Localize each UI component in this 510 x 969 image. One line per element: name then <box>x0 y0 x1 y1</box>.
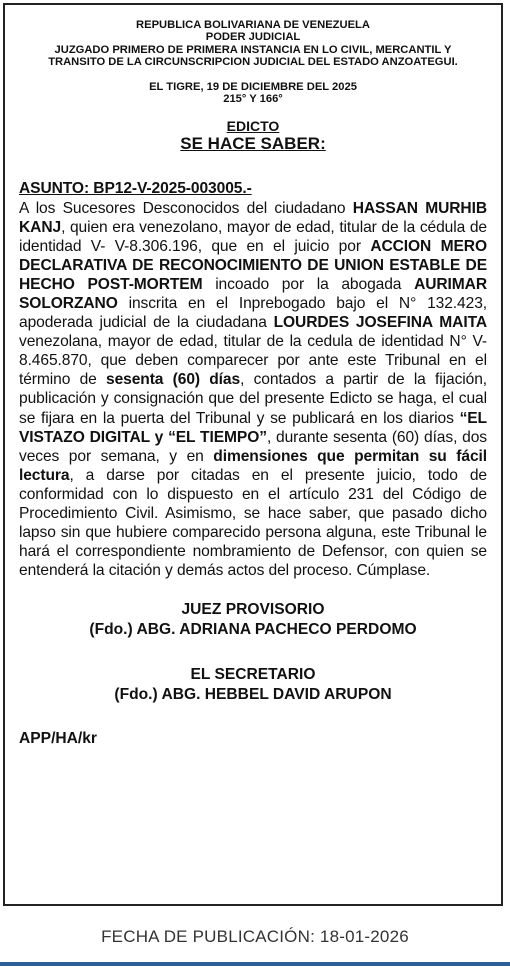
court-header <box>5 5 501 69</box>
body-bold: ACCION MERO DECLARATIVA DE RECONOCIMIENTO DE UNION ESTABLE DE HECHO POST-MORTEM <box>19 237 487 293</box>
body-text: , quien era venezolano, mayor de edad, titular de la cédula de identidad V- V-8.306.196, que en el juicio por <box>19 218 487 255</box>
body-bold: “EL VISTAZO DIGITAL y “EL TIEMPO” <box>19 409 487 446</box>
header-line-republic: REPUBLICA BOLIVARIANA DE VENEZUELA <box>136 19 370 31</box>
body-text: , durante sesenta (60) días, dos veces por semana, y en <box>19 428 487 465</box>
body-text: incoado por la abogada <box>202 275 415 293</box>
secretary-signature <box>5 665 501 704</box>
initials: APP/HA/kr <box>19 730 97 748</box>
publication-date: FECHA DE PUBLICACIÓN: 18-01-2026 <box>101 927 409 946</box>
case-number: ASUNTO: BP12-V-2025-003005.- <box>19 180 252 198</box>
body-bold: HASSAN MURHIB KANJ <box>19 199 487 236</box>
body-text: , contados a partir de la fijación, publicación y consignación que del presente Edicto se haga, el cual se fijara en la puerta del Tribunal y se publicará en los diarios <box>19 371 488 427</box>
body-text: venezolana, mayor de edad, titular de la cedula de identidad N° V-8.465.870, que deben comparecer por ante este Tribunal en el término de <box>19 333 487 389</box>
body-bold: AURIMAR SOLORZANO <box>19 275 487 312</box>
years-line: 215° Y 166° <box>223 93 283 106</box>
edict-body <box>19 179 487 580</box>
footer-rule <box>0 962 510 966</box>
judge-signature <box>5 600 501 639</box>
edict-frame <box>3 3 503 906</box>
body-text: inscrita en el Inprebogado bajo el N° 132.423, apoderada judicial de la ciudadana <box>19 295 487 332</box>
header-line-jurisdiction: TRANSITO DE LA CIRCUNSCRIPCION JUDICIAL DEL ESTADO ANZOATEGUI. <box>48 56 458 69</box>
body-bold: sesenta (60) días <box>106 371 241 389</box>
place-date-line: EL TIGRE, 19 DE DICIEMBRE DEL 2025 <box>149 80 357 93</box>
body-bold: dimensiones que permitan su fácil lectura <box>19 447 487 484</box>
header-line-judicial-power: PODER JUDICIAL <box>205 31 301 44</box>
body-bold: LOURDES JOSEFINA MAITA <box>273 314 488 332</box>
body-text: A los Sucesores Desconocidos del ciudadano <box>19 199 353 217</box>
secretary-name: (Fdo.) ABG. HEBBEL DAVID ARUPON <box>114 685 392 703</box>
judge-title: JUEZ PROVISORIO <box>181 601 325 619</box>
edicto-title: EDICTO <box>226 118 280 135</box>
header-line-court: JUZGADO PRIMERO DE PRIMERA INSTANCIA EN LO CIVIL, MERCANTIL Y <box>54 43 452 56</box>
hace-saber-title: SE HACE SABER: <box>180 134 326 154</box>
judge-name: (Fdo.) ABG. ADRIANA PACHECO PERDOMO <box>89 620 417 638</box>
secretary-title: EL SECRETARIO <box>190 666 316 684</box>
place-date <box>5 81 501 106</box>
body-text: , a darse por citadas en el presente juicio, todo de conformidad con lo dispuesto en el artículo 231 del Código de Procedimiento Civil. Asimismo, se hace saber, que pasado dicho lapso sin que hubiere comparecido persona alguna, este Tribunal le hará el correspondiente nombramiento de Defensor, con quien se entenderá la citación y demás actos del proceso. Cúmplase. <box>19 466 487 580</box>
